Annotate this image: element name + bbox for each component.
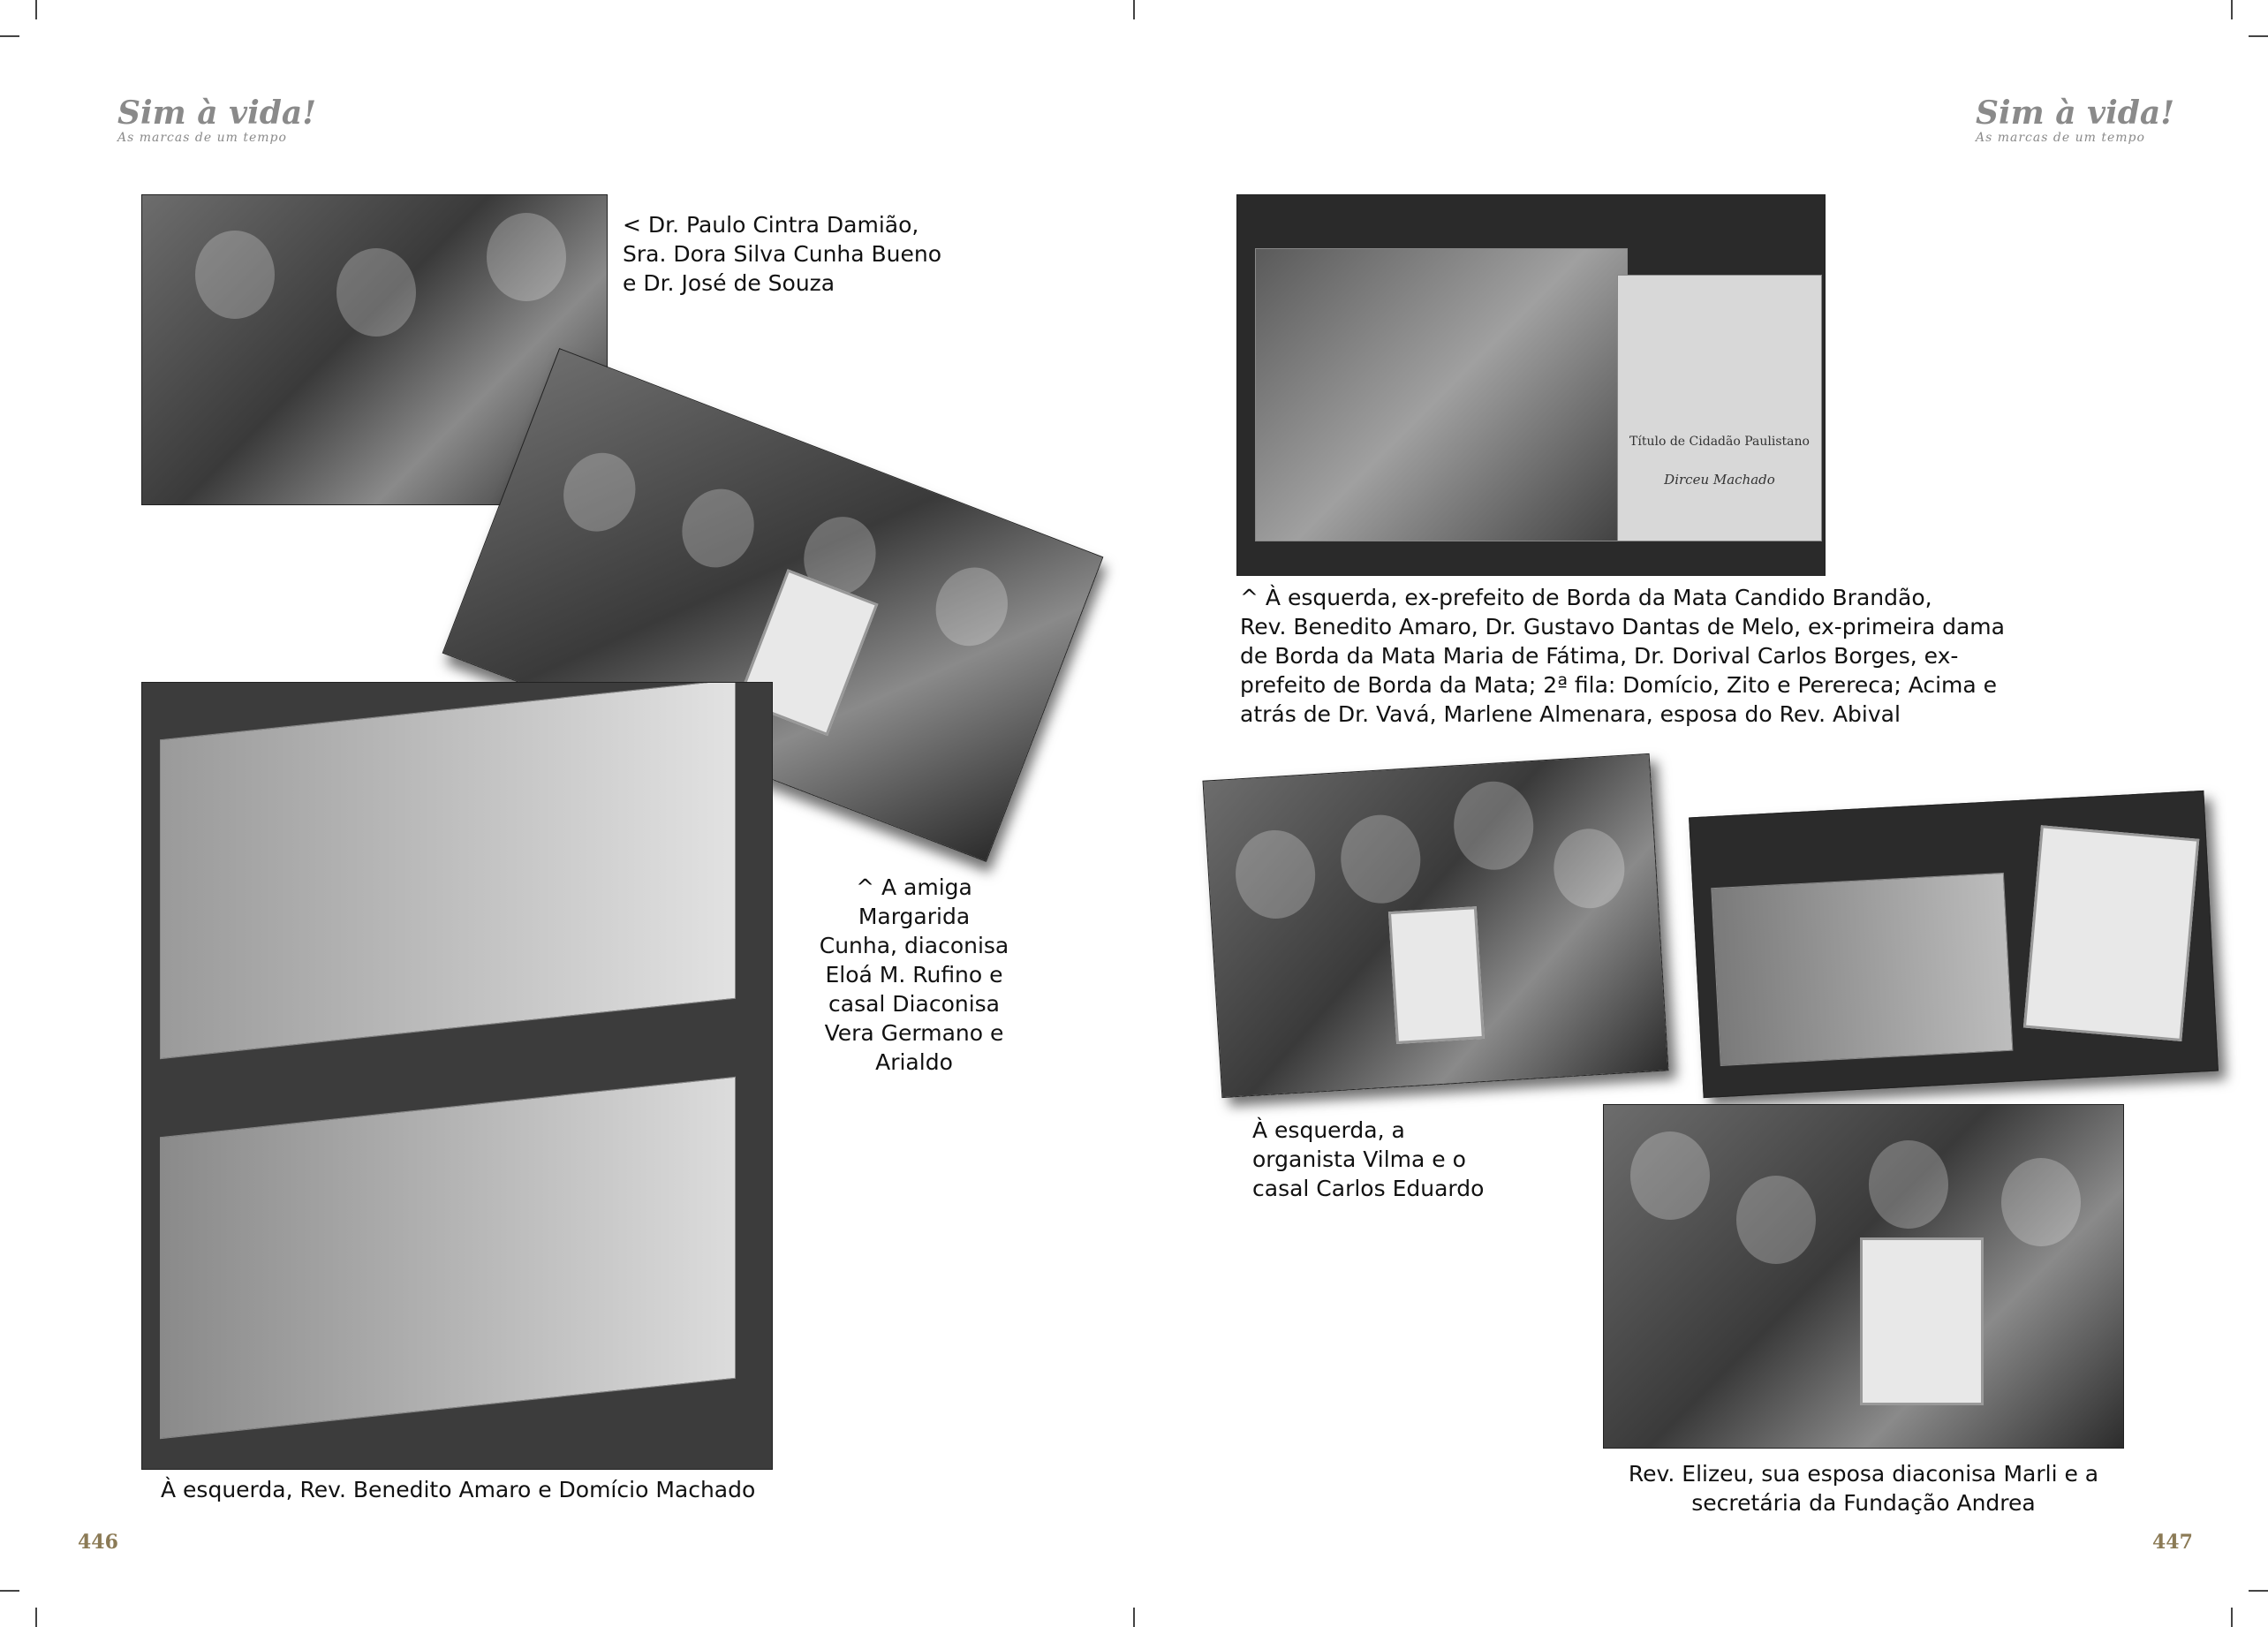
crop-mark xyxy=(35,1608,37,1627)
crop-mark xyxy=(2231,0,2233,19)
crop-mark xyxy=(2249,35,2268,37)
photo-organist-couple xyxy=(1202,753,1668,1098)
caption-bottom-left: À esquerda, Rev. Benedito Amaro e Domício Machado xyxy=(161,1477,756,1502)
caption-top-left: < Dr. Paulo Cintra Damião, Sra. Dora Silva Cunha Bueno e Dr. José de Souza xyxy=(623,212,942,296)
caption-top-right: ^ À esquerda, ex-prefeito de Borda da Mata Candido Brandão, Rev. Benedito Amaro, Dr. Gustavo Dantas de Melo, ex-primeira dama de Borda da Mata Maria de Fátima, Dr. Dorival Carlos Borges, ex- prefeito de Borda da Mata; 2ª fila: Domício, Zito e Perereca; Acima e atrás de Dr. Vavá, Marlene Almenara, esposa do Rev. Abival xyxy=(1240,585,2005,727)
header-subtitle: As marcas de um tempo xyxy=(117,131,287,145)
crop-mark xyxy=(0,35,19,37)
photo-album-spreads xyxy=(141,682,773,1470)
crop-mark xyxy=(2231,1608,2233,1627)
running-header-right xyxy=(1976,95,2188,145)
photo-rev-elizeu-group xyxy=(1603,1104,2124,1449)
page-number-right: 447 xyxy=(2152,1531,2193,1554)
header-title: Sim à vida! xyxy=(117,95,317,132)
running-header-left xyxy=(117,95,329,145)
crop-mark xyxy=(1133,1608,1135,1627)
page-number-left: 446 xyxy=(78,1531,118,1554)
caption-middle-left: ^ A amiga Margarida Cunha, diaconisa Eloá M. Rufino e casal Diaconisa Vera Germano e Arialdo xyxy=(819,874,1009,1075)
caption-bottom-right: Rev. Elizeu, sua esposa diaconisa Marli e a secretária da Fundação Andrea xyxy=(1628,1461,2099,1516)
crop-mark xyxy=(35,0,37,19)
photo-album-citizen-title xyxy=(1236,194,1826,576)
header-title: Sim à vida! xyxy=(1976,95,2175,132)
album-name-text: Dirceu Machado xyxy=(1664,472,1775,488)
album-title-text: Título de Cidadão Paulistano xyxy=(1629,435,1810,449)
header-subtitle: As marcas de um tempo xyxy=(1976,131,2145,145)
crop-mark xyxy=(2249,1590,2268,1592)
crop-mark xyxy=(1133,0,1135,19)
caption-middle-right: À esquerda, a organista Vilma e o casal Carlos Eduardo xyxy=(1252,1117,1485,1201)
photo-album-certificate xyxy=(1689,791,2219,1098)
crop-mark xyxy=(0,1590,19,1592)
